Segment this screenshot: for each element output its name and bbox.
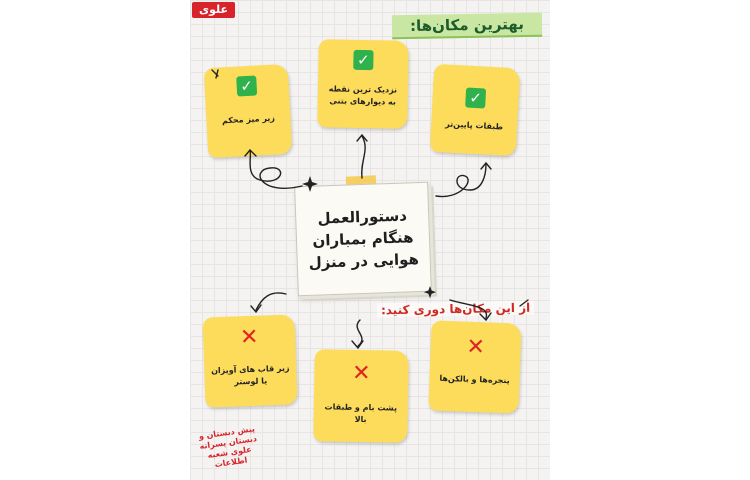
best-place-label: طبقات پایین‌تر	[445, 119, 504, 132]
school-credit: پیش دبستان و دبستان پسرانه علوی شعبه اطلاعات	[198, 424, 258, 470]
page-title: دستورالعمل هنگام بمباران هوایی در منزل	[308, 206, 420, 272]
check-mark-icon: ✓	[318, 49, 408, 71]
brand-logo: علوی	[192, 2, 235, 18]
avoid-place-note-windows	[428, 320, 521, 413]
curly-arrow-icon	[256, 293, 286, 310]
cross-mark-icon: ✕	[466, 334, 486, 361]
avoid-places-heading: از این مکان‌ها دوری کنید:	[377, 301, 534, 318]
cross-mark-icon: ✕	[351, 360, 371, 387]
curly-arrow-icon	[250, 150, 302, 188]
best-places-heading: بهترین مکان‌ها:	[392, 13, 542, 40]
curly-arrow-icon	[357, 320, 362, 346]
best-place-label: زیر میز محکم	[221, 113, 276, 126]
avoid-place-note-chandelier	[202, 314, 297, 407]
check-mark-icon: ✓	[204, 74, 289, 98]
cross-mark-icon: ✕	[239, 324, 259, 351]
arrow-head-icon	[357, 135, 367, 141]
avoid-place-label: پشت بام و طبقات بالا	[324, 402, 398, 425]
best-place-note-floor	[430, 64, 520, 156]
best-place-note-desk	[204, 64, 293, 158]
curly-arrow-icon	[362, 136, 365, 178]
best-place-label: نزدیک ترین نقطه به دیوارهای بتنی	[328, 84, 398, 107]
avoid-place-label: زیر قاب های آویزان یا لوستر	[210, 363, 290, 387]
arrow-head-icon	[481, 163, 491, 169]
avoid-place-note-roof	[313, 349, 409, 443]
title-paper	[294, 182, 432, 297]
best-place-note-wall	[317, 39, 409, 129]
arrow-head-icon	[352, 341, 363, 348]
curly-arrow-icon	[436, 164, 486, 197]
check-mark-icon: ✓	[432, 86, 519, 110]
avoid-place-label: پنجره‌ها و بالکن‌ها	[439, 373, 510, 386]
infographic-poster	[190, 0, 550, 480]
arrow-head-icon	[251, 305, 261, 312]
